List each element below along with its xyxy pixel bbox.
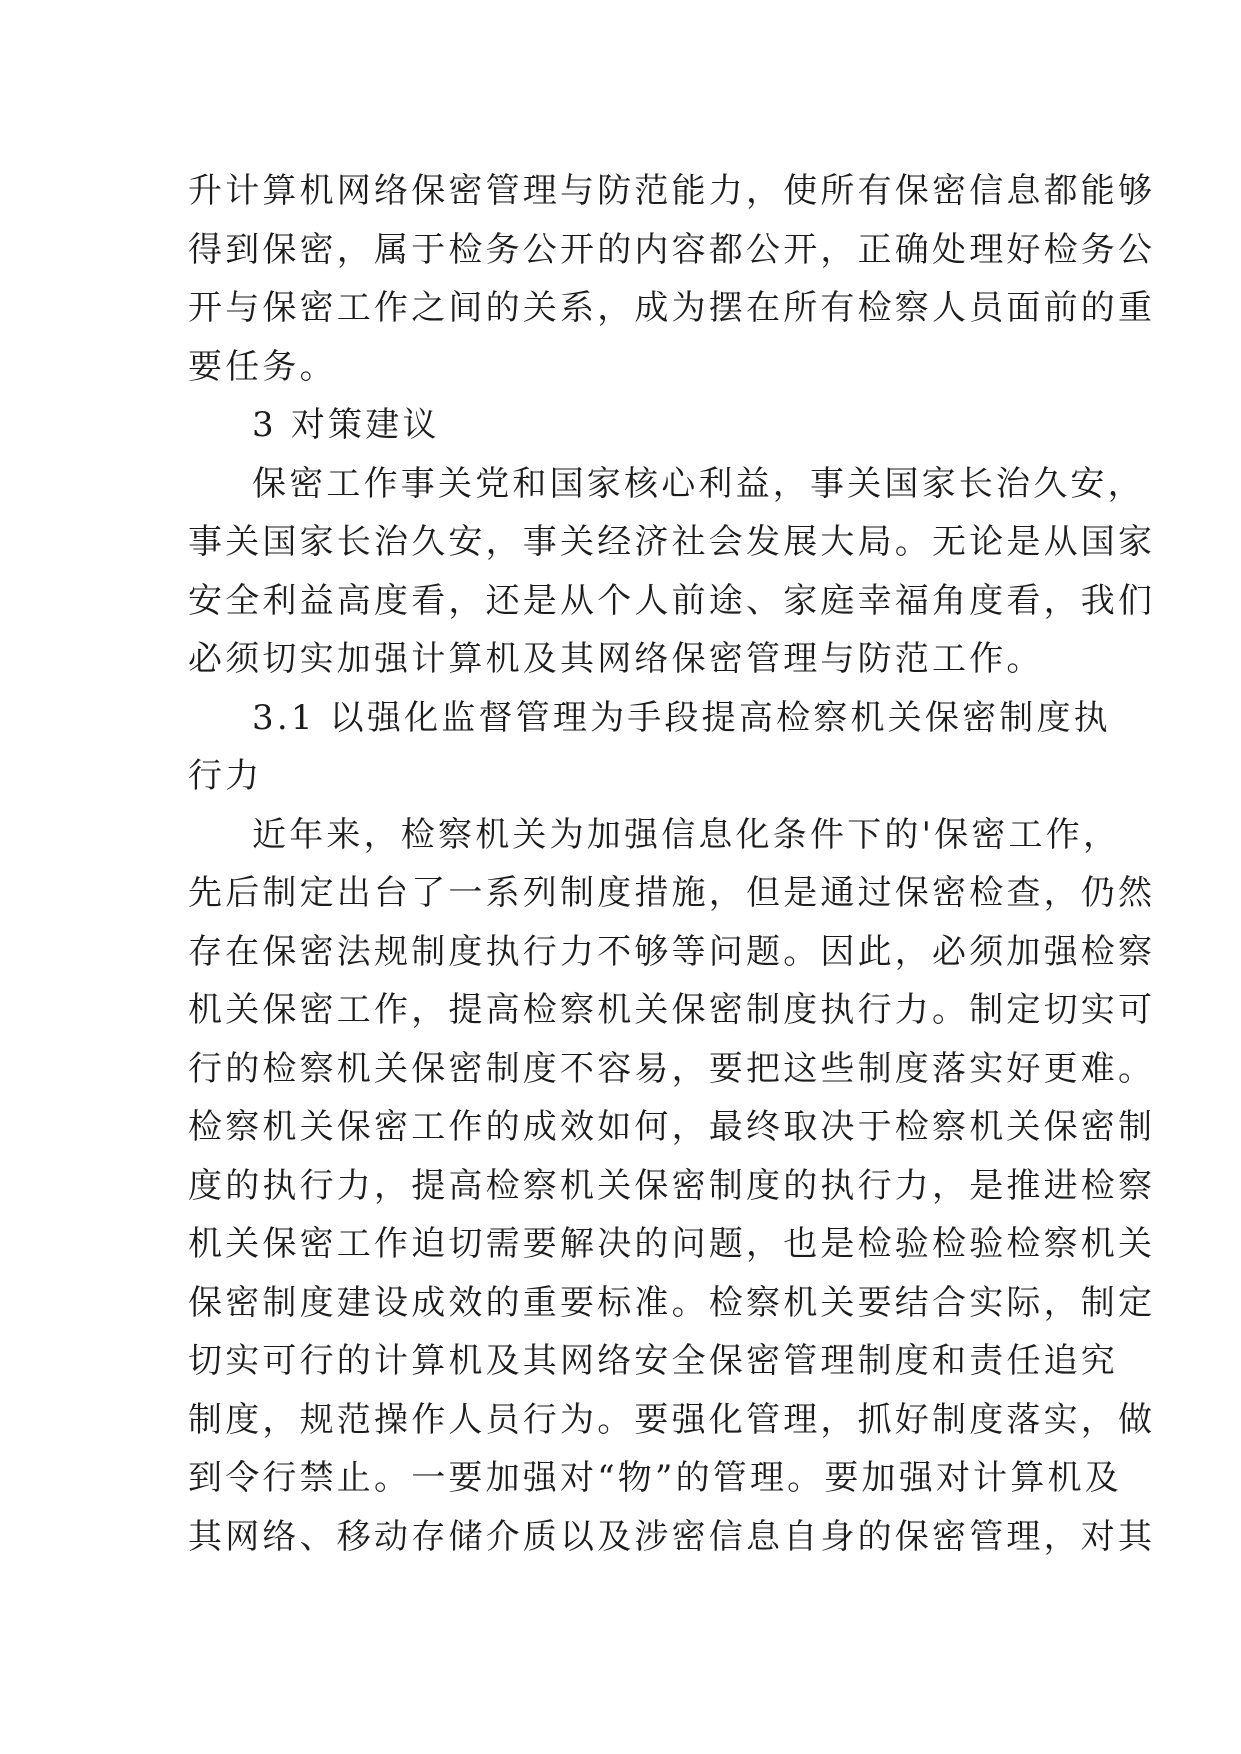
body-line: 制度，规范操作人员行为。要强化管理，抓好制度落实，做 xyxy=(188,1399,1156,1440)
body-line: 安全利益高度看，还是从个人前途、家庭幸福角度看，我们 xyxy=(188,580,1156,621)
paragraph-first-line: 保密工作事关党和国家核心利益，事关国家长治久安， xyxy=(252,463,1145,504)
body-line: 存在保密法规制度执行力不够等问题。因此，必须加强检察 xyxy=(188,931,1156,972)
body-line: 检察机关保密工作的成效如何，最终取决于检察机关保密制 xyxy=(188,1107,1156,1147)
body-line: 先后制定出台了一系列制度措施，但是通过保密检查，仍然 xyxy=(188,873,1156,913)
body-line: 开与保密工作之间的关系，成为摆在所有检察人员面前的重 xyxy=(188,288,1156,328)
body-line: 切实可行的计算机及其网络安全保密管理制度和责任追究 xyxy=(188,1341,1118,1381)
body-line: 升计算机网络保密管理与防范能力，使所有保密信息都能够 xyxy=(188,171,1156,211)
body-line: 机关保密工作，提高检察机关保密制度执行力。制定切实可 xyxy=(188,990,1156,1030)
body-line: 其网络、移动存储介质以及涉密信息自身的保密管理，对其 xyxy=(188,1516,1156,1557)
document-body xyxy=(188,162,1156,1566)
paragraph-first-line: 近年来，检察机关为加强信息化条件下的'保密工作， xyxy=(252,814,1121,855)
section-heading: 3 对策建议 xyxy=(252,405,440,445)
body-line: 机关保密工作迫切需要解决的问题，也是检验检验检察机关 xyxy=(188,1224,1156,1264)
body-line: 事关国家长治久安，事关经济社会发展大局。无论是从国家 xyxy=(188,522,1156,562)
body-line: 得到保密，属于检务公开的内容都公开，正确处理好检务公 xyxy=(188,229,1156,270)
subsection-heading-continued: 行力 xyxy=(188,756,263,796)
body-line: 保密制度建设成效的重要标准。检察机关要结合实际，制定 xyxy=(188,1282,1156,1323)
body-line: 行的检察机关保密制度不容易，要把这些制度落实好更难。 xyxy=(188,1048,1156,1089)
body-line: 到令行禁止。一要加强对“物”的管理。要加强对计算机及 xyxy=(188,1458,1122,1498)
body-line: 必须切实加强计算机及其网络保密管理与防范工作。 xyxy=(188,639,1044,679)
subsection-heading: 3.1 以强化监督管理为手段提高检察机关保密制度执 xyxy=(252,697,1111,738)
body-line: 要任务。 xyxy=(188,346,337,387)
body-line: 度的执行力，提高检察机关保密制度的执行力，是推进检察 xyxy=(188,1165,1156,1206)
